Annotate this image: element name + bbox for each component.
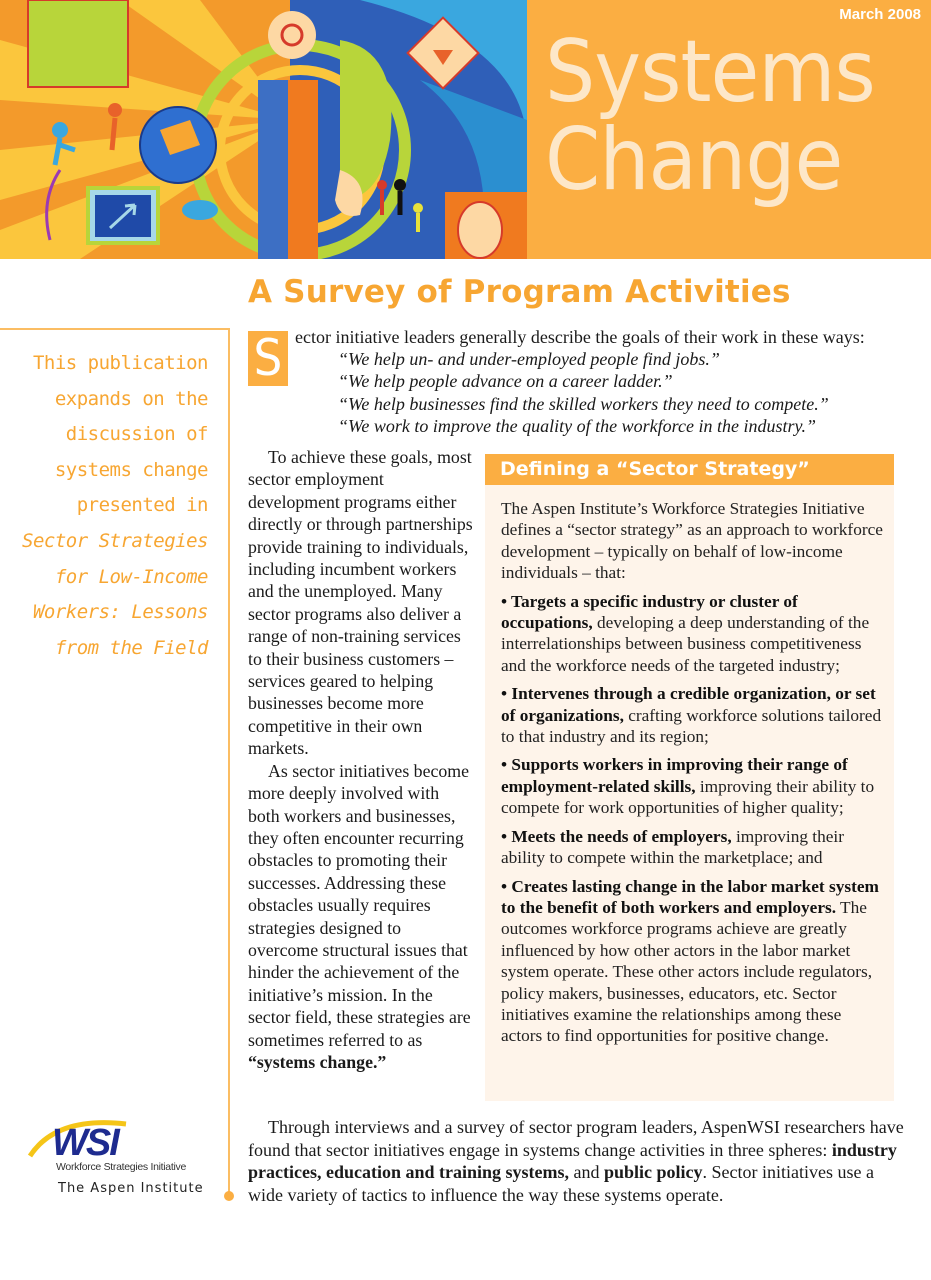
definition-intro: The Aspen Institute’s Workforce Strategies Initiative defines a “sector strategy” as an approach to workforce development – typically on behalf of low-income individuals – that: [501, 499, 883, 583]
blurb-publication-title-line: Workers: Lessons [32, 601, 208, 624]
sphere-term-policy: public policy [604, 1162, 703, 1183]
definition-box-body [485, 485, 894, 1047]
blurb-publication-title-line: from the Field [54, 636, 208, 659]
definition-bullet [501, 876, 884, 1047]
bottom-paragraph-block [248, 1116, 908, 1206]
goal-quote: “We help people advance on a career ladder.” [338, 371, 673, 392]
bullet-text: crafting workforce solutions tailored to that industry and its region; [501, 705, 882, 747]
goal-quote: “We help un- and under-employed people find jobs.” [338, 349, 720, 369]
collage-illustration [0, 0, 527, 259]
body-paragraph-2-text: As sector initiatives become more deeply involved with both workers and businesses, they often encounter recurring obstacles to promoting their successes. Addressing these obstacles usually requires strategies designed to overcome structural issues that hinder the achievement of the initiative’s mission. In the sector field, these strategies are sometimes referred to as [248, 760, 471, 1050]
goal-quote: “We help businesses find the skilled workers they need to compete.” [338, 393, 829, 414]
body-column [248, 446, 473, 1073]
issue-date: March 2008 [839, 6, 921, 23]
bullet-heading: • Meets the needs of employers, [501, 826, 732, 846]
bullet-heading: • Intervenes through a credible organization, or set of organizations, [501, 684, 876, 725]
bullet-text: improving their ability to compete for work opportunities of higher quality; [501, 776, 875, 818]
definition-box [485, 454, 894, 1101]
page-headline: A Survey of Program Activities [248, 274, 791, 310]
intro-lead: ector initiative leaders generally describe the goals of their work in these ways: [295, 327, 865, 347]
bullet-text: improving their ability to compete within the marketplace; and [501, 826, 844, 868]
bullet-text: The outcomes workforce programs achieve are greatly influenced by how other actors in the labor market system operate. These other actors include regulators, policy makers, businesses, educators, etc. Sector initiatives examine the relationships among these actors to find opportunities for positive change. [501, 897, 873, 1046]
definition-bullet [501, 591, 884, 677]
masthead-line-2: Change [545, 110, 843, 210]
bullet-heading: • Targets a specific industry or cluster of occupations, [501, 591, 798, 633]
blurb-publication-title-line: for Low-Income [54, 565, 208, 588]
sphere-terms: industry practices, education and training systems, [248, 1139, 897, 1183]
illustration-graphic [0, 0, 527, 259]
bullet-heading: • Supports workers in improving their range of employment-related skills, [501, 755, 848, 796]
masthead-title [545, 22, 875, 210]
definition-bullet [501, 683, 884, 747]
blurb-line: systems change [54, 458, 208, 481]
masthead-line-1: Systems [545, 22, 875, 122]
bullet-heading: • Creates lasting change in the labor market system to the benefit of both workers and employers. [501, 876, 879, 917]
logo-mark: WSI [52, 1122, 118, 1164]
bottom-text: and [569, 1162, 604, 1183]
logo-name: Workforce Strategies Initiative [56, 1161, 186, 1173]
blurb-line: presented in [76, 494, 208, 517]
sidebar-blurb [10, 346, 208, 666]
definition-box-title: Defining a “Sector Strategy” [485, 454, 894, 485]
blurb-line: discussion of [65, 423, 208, 446]
blurb-line: expands on the [54, 387, 208, 410]
blurb-publication-title-line: Sector Strategies [22, 529, 208, 552]
body-paragraph-2 [248, 760, 473, 1074]
title-panel [527, 0, 931, 259]
systems-change-term: “systems change.” [248, 1051, 387, 1072]
definition-bullet [501, 754, 884, 818]
bottom-paragraph [248, 1116, 908, 1206]
blurb-line: This publication [32, 352, 208, 374]
bottom-text: Through interviews and a survey of sector program leaders, AspenWSI researchers have found that sector initiatives engage in systems change activities in three spheres: [248, 1117, 904, 1160]
goal-quote: “We work to improve the quality of the workforce in the industry.” [338, 415, 816, 436]
bottom-text: . Sector initiatives use a wide variety of tactics to influence the way these systems operate. [248, 1162, 874, 1205]
bullet-text: developing a deep understanding of the interrelationships between business competitiveness and the workforce needs of the targeted industry; [501, 613, 870, 675]
banner [0, 0, 931, 259]
sidebar-frame-dot [224, 1191, 234, 1201]
drop-cap: S [248, 331, 288, 386]
logo-institute: The Aspen Institute [58, 1181, 204, 1196]
wsi-logo [26, 1114, 216, 1204]
goal-quotes [338, 348, 829, 437]
definition-bullet [501, 826, 884, 869]
body-paragraph-1: To achieve these goals, most sector employment development programs either directly or through partnerships provide training to individuals, including incumbent workers and the unemployed. Many sector programs also deliver a range of non-training services to their business customers – services geared to helping businesses become more competitive in their own markets. [248, 447, 473, 759]
